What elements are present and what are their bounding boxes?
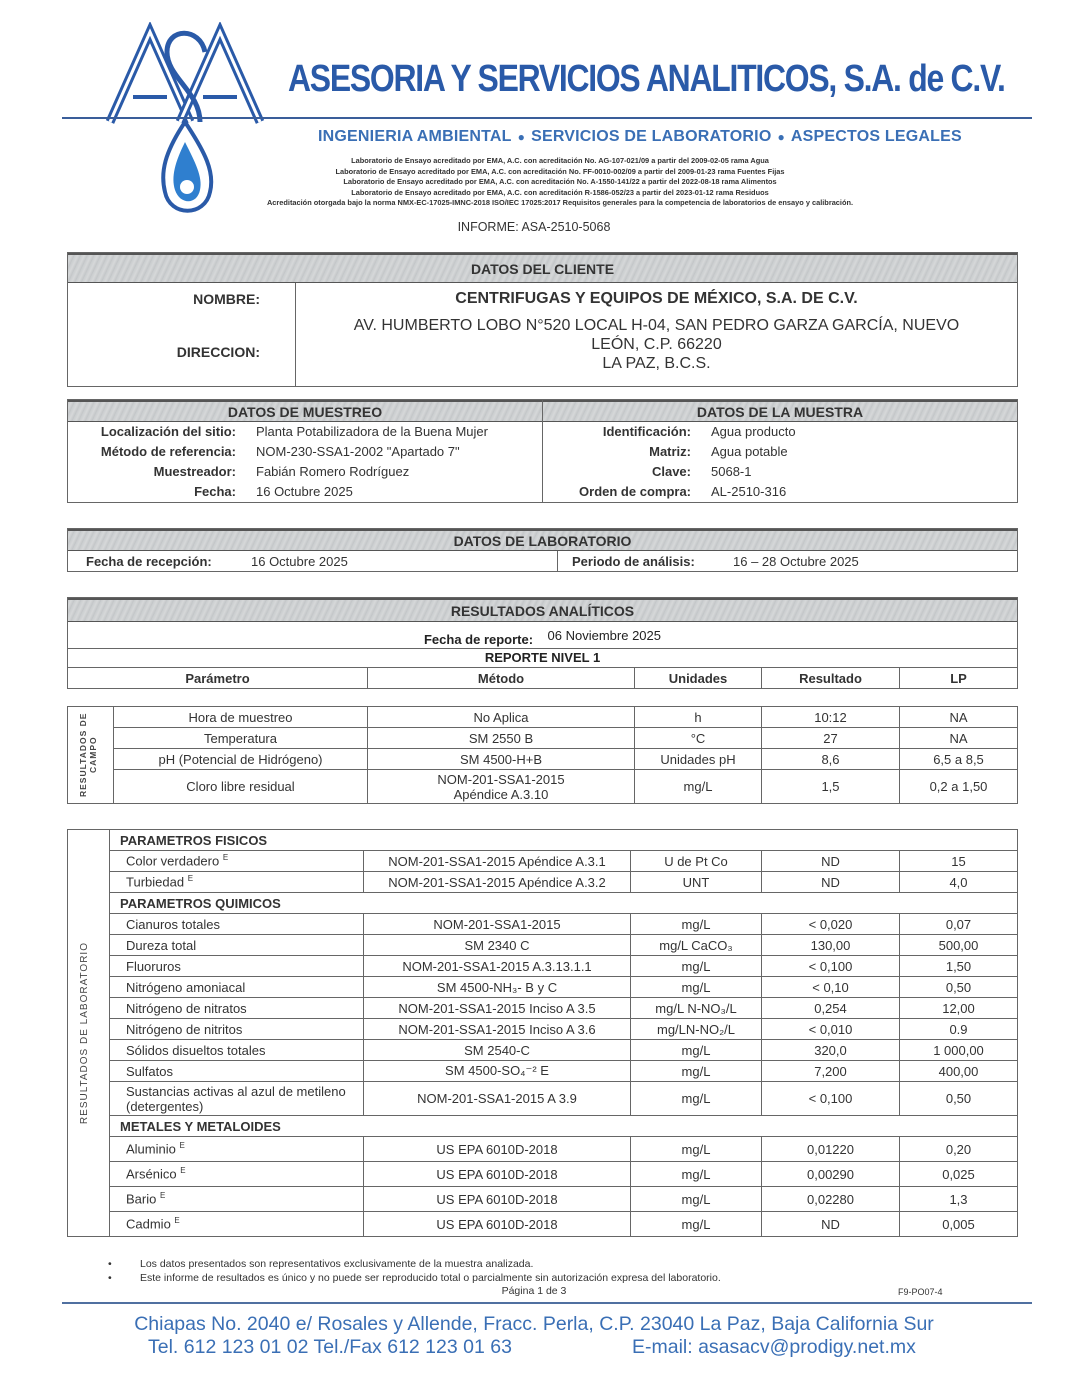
param-name: Cadmio	[126, 1216, 171, 1232]
sampling-data	[68, 400, 542, 502]
cell-method: SM 2540-C	[364, 1040, 631, 1061]
table-row	[68, 1019, 1018, 1040]
cell-result: < 0,010	[762, 1019, 900, 1040]
sample-data	[542, 400, 1017, 502]
column-header: Método	[368, 668, 635, 689]
cell-limit: 4,0	[900, 872, 1018, 893]
client-address	[296, 315, 1017, 386]
cell-parameter: Nitrógeno de nitratos	[110, 998, 364, 1019]
section-row	[68, 893, 1018, 914]
field-value: Agua potable	[711, 444, 788, 459]
group-title: PARAMETROS FISICOS	[110, 830, 1018, 851]
field-results-label	[68, 707, 114, 804]
column-header: LP	[900, 668, 1018, 689]
cell-units: mg/L	[631, 914, 762, 935]
cell-parameter: Cianuros totales	[110, 914, 364, 935]
field-label: Identificación:	[602, 424, 691, 439]
results-header	[67, 667, 1018, 689]
section-title: DATOS DEL CLIENTE	[68, 253, 1017, 283]
cell-parameter: Temperatura	[114, 728, 368, 749]
kv-row	[543, 462, 1017, 482]
cell-units: h	[635, 707, 762, 728]
kv-row	[543, 482, 1017, 502]
cell-units: mg/L	[631, 956, 762, 977]
report-number: INFORME: ASA-2510-5068	[457, 220, 611, 234]
cell-result: 8,6	[762, 749, 900, 770]
cell-parameter: Sulfatos	[110, 1061, 364, 1082]
client-address-label: DIRECCION:	[68, 315, 296, 386]
lab-results-label	[68, 830, 110, 1237]
group-title: PARAMETROS QUIMICOS	[110, 893, 1018, 914]
field-label: Fecha de recepción:	[86, 554, 212, 569]
address-line: AV. HUMBERTO LOBO N°520 LOCAL H-04, SAN PEDRO GARZA GARCÍA, NUEVO	[353, 317, 960, 334]
cell-method: SM 4500-NH₃- B y C	[364, 977, 631, 998]
table-row	[68, 1187, 1018, 1212]
cell-parameter: Nitrógeno amoniacal	[110, 977, 364, 998]
field-value: 16 Octubre 2025	[251, 554, 348, 569]
cell-parameter: Sustancias activas al azul de metileno (detergentes)	[110, 1082, 364, 1116]
cell-units: U de Pt Co	[631, 851, 762, 872]
cell-limit: 0,50	[900, 1082, 1018, 1116]
method-line: Apéndice A.3.10	[453, 786, 549, 802]
table-row	[68, 770, 1018, 804]
lab-section	[67, 528, 1018, 572]
cell-units: mg/L N-NO₃/L	[631, 998, 762, 1019]
cell-limit: 0,025	[900, 1162, 1018, 1187]
cell-method: US EPA 6010D-2018	[364, 1187, 631, 1212]
field-value: 06 Noviembre 2025	[547, 628, 661, 643]
report-level: REPORTE NIVEL 1	[68, 649, 1017, 668]
cell-result: 0,01220	[762, 1137, 900, 1162]
cell-limit: 0,07	[900, 914, 1018, 935]
cell-method: US EPA 6010D-2018	[364, 1162, 631, 1187]
cell-result: 320,0	[762, 1040, 900, 1061]
cell-limit: 1,50	[900, 956, 1018, 977]
cell-method: No Aplica	[368, 707, 635, 728]
tagline-item: ASPECTOS LEGALES	[790, 128, 962, 145]
results-section	[67, 597, 1018, 689]
cell-limit: 15	[900, 851, 1018, 872]
cell-result: 7,200	[762, 1061, 900, 1082]
cell-units: mg/L	[631, 977, 762, 998]
footnote-mark: E	[174, 1216, 180, 1226]
footnote-mark: E	[159, 1191, 166, 1201]
field-value: Agua producto	[711, 424, 796, 439]
cell-units: mg/L	[631, 1212, 762, 1237]
cell-units: mg/L CaCO₃	[631, 935, 762, 956]
field-value: 16 – 28 Octubre 2025	[733, 554, 859, 569]
field-value: 5068-1	[711, 464, 752, 479]
vertical-label: RESULTADOS DE LABORATORIO	[78, 941, 90, 1125]
cell-method	[368, 770, 635, 804]
table-row	[68, 935, 1018, 956]
kv-row	[68, 442, 542, 462]
section-title: DATOS DE LABORATORIO	[68, 529, 1017, 551]
accreditation-line: Laboratorio de Ensayo acreditado por EMA, A.C. con acreditación R-1586-052/23 a partir del 2023-01-12 rama Residuos	[351, 187, 769, 197]
table-row	[68, 707, 1018, 728]
cell-units: mg/L	[631, 1187, 762, 1212]
column-header: Unidades	[635, 668, 762, 689]
table-row	[68, 1162, 1018, 1187]
field-label: Fecha de reporte:	[423, 632, 534, 647]
cell-result: 10:12	[762, 707, 900, 728]
field-value: 16 Octubre 2025	[256, 484, 353, 499]
cell-limit: 1 000,00	[900, 1040, 1018, 1061]
address-line: LEÓN, C.P. 66220	[591, 336, 722, 353]
cell-limit: 0.9	[900, 1019, 1018, 1040]
footer-phones: Tel. 612 123 01 02 Tel./Fax 612 123 01 63	[148, 1336, 512, 1358]
cell-method: SM 2340 C	[364, 935, 631, 956]
field-label: Muestreador:	[153, 464, 236, 479]
cell-limit: NA	[900, 728, 1018, 749]
field-label: Localización del sitio:	[100, 424, 236, 439]
section-title: DATOS DE MUESTREO	[68, 400, 542, 422]
cell-parameter: pH (Potencial de Hidrógeno)	[114, 749, 368, 770]
section-row	[68, 1116, 1018, 1137]
cell-units: mg/L	[631, 1061, 762, 1082]
cell-method: NOM-201-SSA1-2015 A 3.9	[364, 1082, 631, 1116]
page-number: Página 1 de 3	[501, 1285, 567, 1297]
cell-method: NOM-201-SSA1-2015 Apéndice A.3.1	[364, 851, 631, 872]
cell-limit: 0,005	[900, 1212, 1018, 1237]
report-date	[68, 622, 1017, 649]
company-name: ASESORIA Y SERVICIOS ANALITICOS, S.A. de C.V.	[288, 58, 1005, 100]
cell-result: ND	[762, 872, 900, 893]
cell-method: SM 4500-H+B	[368, 749, 635, 770]
field-label: Fecha:	[194, 484, 236, 499]
cell-result: 130,00	[762, 935, 900, 956]
kv-row	[543, 422, 1017, 442]
footer-address: Chiapas No. 2040 e/ Rosales y Allende, Fracc. Perla, C.P. 23040 La Paz, Baja California Sur	[134, 1313, 934, 1335]
cell-units: mg/L	[631, 1082, 762, 1116]
address-line: LA PAZ, B.C.S.	[602, 355, 711, 372]
field-label: Periodo de análisis:	[572, 554, 695, 569]
cell-limit: 500,00	[900, 935, 1018, 956]
accreditation-line: Acreditación otorgada bajo la norma NMX-EC-17025-IMNC-2018 ISO/IEC 17025:2017 Requisitos generales para la competencia de laboratorios de ensayo y calibración.	[266, 198, 854, 207]
param-name: Arsénico	[126, 1166, 177, 1182]
cell-parameter	[110, 872, 364, 893]
cell-units: mg/LN-NO₂/L	[631, 1019, 762, 1040]
table-row	[68, 977, 1018, 998]
tagline-item: SERVICIOS DE LABORATORIO	[531, 128, 772, 145]
table-row	[68, 1082, 1018, 1116]
sampling-section	[67, 399, 1018, 503]
cell-method: NOM-201-SSA1-2015 Inciso A 3.5	[364, 998, 631, 1019]
cell-method: SM 2550 B	[368, 728, 635, 749]
analysis-period-field	[558, 551, 1017, 572]
footer-email[interactable]: E-mail: asasacv@prodigy.net.mx	[632, 1336, 916, 1358]
cell-result: < 0,100	[762, 956, 900, 977]
lab-results	[67, 829, 1018, 1237]
cell-limit: 6,5 a 8,5	[900, 749, 1018, 770]
cell-parameter: Sólidos disueltos totales	[110, 1040, 364, 1061]
kv-row	[68, 422, 542, 442]
cell-parameter	[110, 851, 364, 872]
section-row	[68, 830, 1018, 851]
cell-limit: 0,50	[900, 977, 1018, 998]
footer-divider	[62, 1302, 1032, 1304]
accreditation-line: Laboratorio de Ensayo acreditado por EMA, A.C. con acreditación No. AG-107-021/09 a partir del 2009-02-05 rama Agua	[351, 156, 769, 165]
field-results	[67, 706, 1018, 804]
note-item: • Este informe de resultados es único y no puede ser reproducido total o parcialmente sin autorización expresa del laboratorio.	[108, 1271, 721, 1285]
cell-parameter: Fluoruros	[110, 956, 364, 977]
param-name: Turbiedad	[126, 874, 185, 890]
footnote-mark: E	[179, 1141, 185, 1151]
field-value: Fabián Romero Rodríguez	[256, 464, 410, 479]
field-label: Orden de compra:	[579, 484, 691, 499]
cell-parameter	[110, 1137, 364, 1162]
cell-method: NOM-201-SSA1-2015	[364, 914, 631, 935]
form-code: F9-PO07-4	[898, 1287, 943, 1297]
field-label: Clave:	[651, 464, 691, 479]
disclaimer-notes	[108, 1257, 721, 1285]
cell-units: mg/L	[635, 770, 762, 804]
cell-method: NOM-201-SSA1-2015 A.3.13.1.1	[364, 956, 631, 977]
cell-result: < 0,020	[762, 914, 900, 935]
cell-units: mg/L	[631, 1137, 762, 1162]
cell-result: 0,00290	[762, 1162, 900, 1187]
cell-parameter: Cloro libre residual	[114, 770, 368, 804]
section-title: DATOS DE LA MUESTRA	[543, 400, 1017, 422]
param-name: Bario	[126, 1191, 157, 1207]
header-divider	[62, 117, 1032, 119]
table-row	[68, 872, 1018, 893]
table-row	[68, 956, 1018, 977]
cell-method: NOM-201-SSA1-2015 Inciso A 3.6	[364, 1019, 631, 1040]
table-row	[68, 1061, 1018, 1082]
table-row	[68, 728, 1018, 749]
field-label: Matriz:	[649, 444, 691, 459]
tagline	[318, 128, 962, 146]
cell-parameter	[110, 1212, 364, 1237]
accreditation-notes	[195, 156, 925, 209]
section-title: RESULTADOS ANALÍTICOS	[68, 598, 1017, 622]
bullet-icon: ●	[517, 129, 526, 144]
accreditation-line: Laboratorio de Ensayo acreditado por EMA, A.C. con acreditación No. FF-0010-002/09 a partir del 2009-01-23 rama Fuentes Fijas	[335, 166, 785, 176]
cell-limit: NA	[900, 707, 1018, 728]
cell-units: mg/L	[631, 1040, 762, 1061]
cell-limit: 0,20	[900, 1137, 1018, 1162]
cell-parameter: Nitrógeno de nitritos	[110, 1019, 364, 1040]
cell-result: ND	[762, 1212, 900, 1237]
param-name: Aluminio	[126, 1141, 176, 1157]
table-row	[68, 998, 1018, 1019]
client-name: CENTRIFUGAS Y EQUIPOS DE MÉXICO, S.A. DE C.V.	[455, 290, 858, 307]
note-item: • Los datos presentados son representativos exclusivamente de la muestra analizada.	[108, 1257, 721, 1271]
param-name: Color verdadero	[126, 853, 220, 869]
cell-units: Unidades pH	[635, 749, 762, 770]
cell-units: UNT	[631, 872, 762, 893]
cell-method: US EPA 6010D-2018	[364, 1212, 631, 1237]
field-value: NOM-230-SSA1-2002 "Apartado 7"	[256, 444, 460, 459]
cell-result: 0,254	[762, 998, 900, 1019]
cell-result: ND	[762, 851, 900, 872]
footnote-mark: E	[222, 853, 229, 863]
client-name-label: NOMBRE:	[68, 283, 296, 315]
table-row	[68, 1040, 1018, 1061]
cell-method: US EPA 6010D-2018	[364, 1137, 631, 1162]
field-value: AL-2510-316	[711, 484, 787, 499]
cell-parameter: Hora de muestreo	[114, 707, 368, 728]
column-header: Resultado	[762, 668, 900, 689]
table-row	[68, 914, 1018, 935]
footnote-mark: E	[180, 1166, 186, 1176]
tagline-item: INGENIERIA AMBIENTAL	[318, 128, 512, 145]
cell-limit: 1,3	[900, 1187, 1018, 1212]
client-section	[67, 252, 1018, 387]
cell-limit: 12,00	[900, 998, 1018, 1019]
kv-row	[543, 442, 1017, 462]
column-header: Parámetro	[68, 668, 368, 689]
cell-parameter: Dureza total	[110, 935, 364, 956]
table-row	[68, 1212, 1018, 1237]
cell-limit: 400,00	[900, 1061, 1018, 1082]
table-row	[68, 1137, 1018, 1162]
field-value: Planta Potabilizadora de la Buena Mujer	[256, 424, 488, 439]
field-label: Método de referencia:	[100, 444, 236, 459]
table-header-row	[68, 668, 1018, 689]
kv-row	[68, 482, 542, 502]
cell-parameter	[110, 1187, 364, 1212]
cell-result: 1,5	[762, 770, 900, 804]
cell-result: < 0,10	[762, 977, 900, 998]
cell-result: 27	[762, 728, 900, 749]
footnote-mark: E	[187, 874, 194, 884]
cell-result: < 0,100	[762, 1082, 900, 1116]
method-line: NOM-201-SSA1-2015	[437, 771, 565, 787]
cell-limit: 0,2 a 1,50	[900, 770, 1018, 804]
bullet-icon: ●	[777, 129, 785, 144]
table-row	[68, 749, 1018, 770]
group-title: METALES Y METALOIDES	[110, 1116, 1018, 1137]
cell-method: SM 4500-SO₄⁻² E	[364, 1061, 631, 1082]
vertical-label: RESULTADOS DE CAMPO	[77, 712, 98, 798]
kv-row	[68, 462, 542, 482]
accreditation-line: Laboratorio de Ensayo acreditado por EMA, A.C. con acreditación No. A-1550-141/22 a partir del 2022-08-18 rama Alimentos	[343, 177, 777, 186]
reception-field	[68, 551, 558, 572]
cell-result: 0,02280	[762, 1187, 900, 1212]
cell-parameter	[110, 1162, 364, 1187]
cell-method: NOM-201-SSA1-2015 Apéndice A.3.2	[364, 872, 631, 893]
table-row	[68, 851, 1018, 872]
cell-units: °C	[635, 728, 762, 749]
cell-units: mg/L	[631, 1162, 762, 1187]
